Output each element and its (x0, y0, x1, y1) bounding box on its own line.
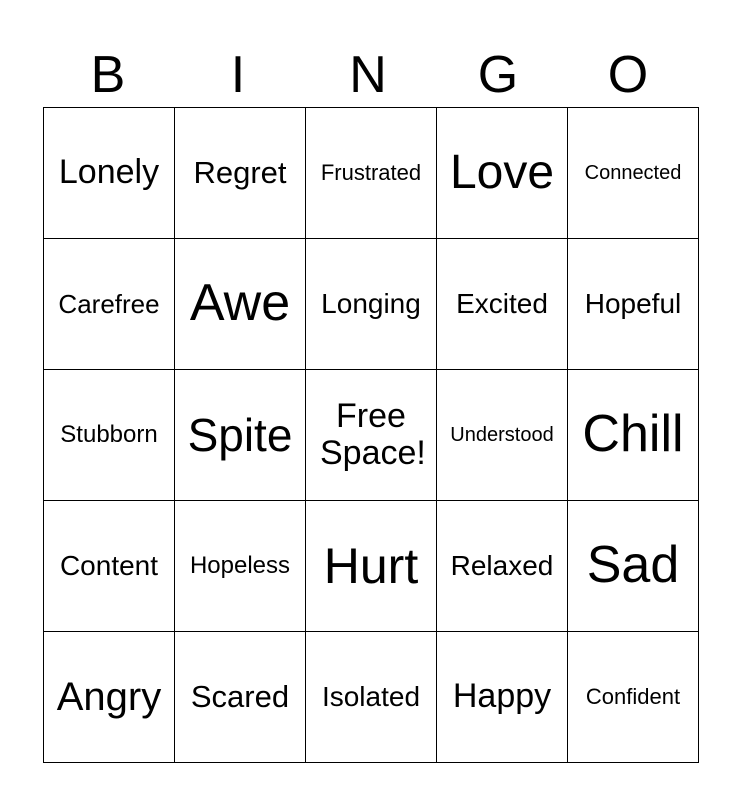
header-letter-g: G (477, 46, 519, 104)
free-space-cell[interactable]: Free Space! (306, 370, 437, 501)
bingo-cell[interactable]: Frustrated (306, 108, 437, 239)
bingo-cell[interactable]: Lonely (44, 108, 175, 239)
bingo-cell[interactable]: Regret (175, 108, 306, 239)
bingo-cell[interactable]: Understood (437, 370, 568, 501)
bingo-cell[interactable]: Isolated (306, 632, 437, 763)
bingo-cell[interactable]: Hurt (306, 501, 437, 632)
header-letter-i: I (230, 46, 246, 104)
bingo-cell[interactable]: Spite (175, 370, 306, 501)
bingo-row (44, 108, 699, 239)
bingo-cell[interactable]: Stubborn (44, 370, 175, 501)
bingo-cell[interactable]: Hopeful (568, 239, 699, 370)
bingo-row (44, 632, 699, 763)
bingo-row (44, 239, 699, 370)
bingo-cell[interactable]: Excited (437, 239, 568, 370)
bingo-cell[interactable]: Relaxed (437, 501, 568, 632)
header-letter-b: B (90, 46, 126, 104)
header-letter-o: O (607, 46, 649, 104)
bingo-cell[interactable]: Hopeless (175, 501, 306, 632)
bingo-cell[interactable]: Carefree (44, 239, 175, 370)
bingo-cell[interactable]: Happy (437, 632, 568, 763)
bingo-cell[interactable]: Confident (568, 632, 699, 763)
bingo-cell[interactable]: Awe (175, 239, 306, 370)
bingo-card-grid (43, 107, 699, 763)
bingo-cell[interactable]: Scared (175, 632, 306, 763)
bingo-cell[interactable]: Connected (568, 108, 699, 239)
bingo-row (44, 501, 699, 632)
bingo-cell[interactable]: Longing (306, 239, 437, 370)
bingo-header (43, 42, 693, 108)
bingo-cell[interactable]: Content (44, 501, 175, 632)
bingo-cell[interactable]: Love (437, 108, 568, 239)
bingo-cell[interactable]: Sad (568, 501, 699, 632)
bingo-cell[interactable]: Angry (44, 632, 175, 763)
bingo-cell[interactable]: Chill (568, 370, 699, 501)
header-letter-n: N (349, 46, 387, 104)
bingo-row (44, 370, 699, 501)
